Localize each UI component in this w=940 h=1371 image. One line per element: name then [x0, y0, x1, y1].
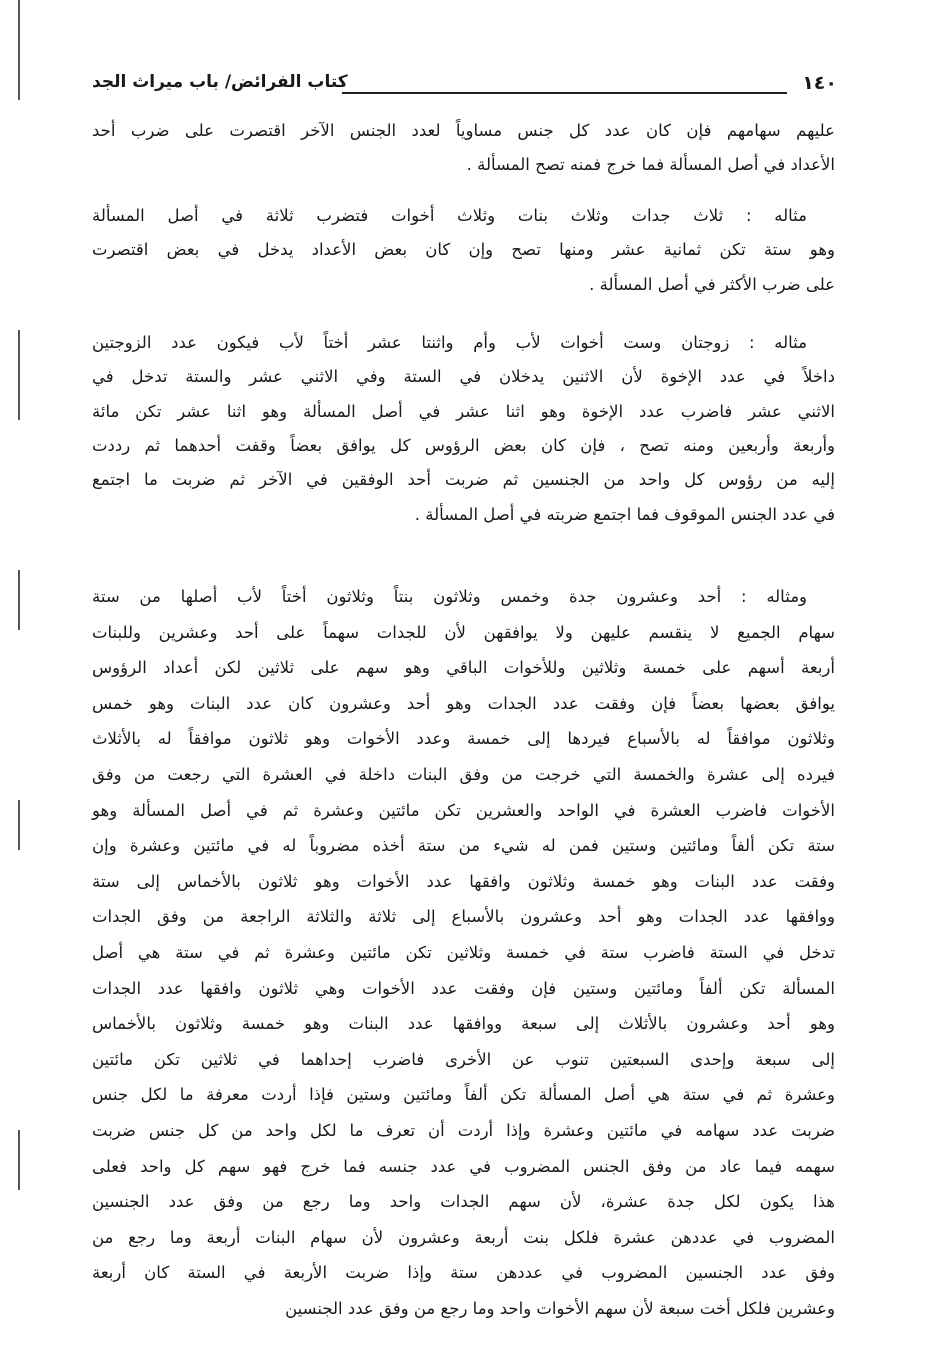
text-line: سهام الجميع لا ينقسم عليهن ولا يوافقهن لأن للجدات سهماً على أحد وعشرين وللبنات — [92, 622, 835, 642]
text-line: المضروب في عددهن عشرة فلكل بنت أربعة وعشرون لأن سهام البنات أربعة وما رجع من — [92, 1227, 835, 1247]
text-line: في عدد الجنس الموقوف فما اجتمع ضربته في أصل المسألة . — [414, 504, 835, 524]
text-line: ووافقها عدد الجدات وهو أحد وعشرون بالأسباع إلى ثلاثة والثلاثة الراجعة من وفق الجدات — [92, 907, 835, 927]
page-header — [92, 70, 837, 100]
header-rule — [342, 92, 787, 94]
text-line: تدخل في الستة فاضرب ستة في خمسة وثلاثين تكن مائتين وعشرة ثم في ستة هي أصل — [92, 943, 835, 962]
text-line: يوافق بعضها بعضاً فإن وفقت عدد الجدات وهو أحد وعشرون كان عدد البنات وهو خمس — [92, 693, 835, 713]
text-line: فيرده إلى عشرة والخمسة التي خرجت من وفق البنات داخلة في العشرة التي رجعت من وفق — [92, 765, 835, 784]
text-line: مثاله : زوجتان وست أخوات لأب وأم واثنتا عشر أختاً لأب فيكون عدد الزوجتين — [92, 333, 807, 352]
text-line: وعشرين فلكل أخت سبعة لأن سهم الأخوات واحد وما رجع من وفق عدد الجنسين — [285, 1299, 835, 1318]
page-number: ١٤٠ — [802, 72, 837, 94]
text-line: ومثاله : أحد وعشرون جدة وخمس وثلاثون بنتاً وثلاثون أختاً لأب أصلها من ستة — [92, 587, 807, 606]
scan-edge-mark — [18, 570, 20, 630]
scan-edge-mark — [18, 0, 20, 100]
text-line: سهمه فيما عاد من وفق الجنس المضروب في عدد جنسه فما خرج فهو سهم كل واحد فعلى — [92, 1156, 835, 1176]
running-title: كتاب الفرائض/ باب ميراث الجد — [92, 72, 348, 92]
text-line: المسألة تكن ألفاً ومائتين وستين فإن وفقت عدد الأخوات وهي ثلاثون وافقها عدد الجدات — [92, 978, 835, 998]
text-line: وفقت عدد البنات وهو خمسة وثلاثون وافقها عدد الأخوات وهو ثلاثون بالأخماس إلى ستة — [92, 871, 835, 891]
scan-edge-mark — [18, 800, 20, 850]
scan-edge-mark — [18, 1130, 20, 1190]
text-line: على ضرب الأكثر في أصل المسألة . — [589, 274, 835, 294]
text-line: مثاله : ثلاث جدات وثلاث بنات وثلاث أخوات فتضرب ثلاثة في أصل المسألة — [92, 206, 807, 225]
text-line: الاثني عشر فاضرب عدد الإخوة وهو اثنا عشر في أصل المسألة وهو اثنا عشر تكن مائة — [92, 401, 835, 421]
text-line: الأعداد في أصل المسألة فما خرج فمنه تصح المسألة . — [466, 155, 835, 175]
text-line: وهو ستة تكن ثمانية عشر ومنها تصح وإن كان بعض الأعداد يدخل في بعض اقتصرت — [92, 240, 835, 260]
text-line: أربعة أسهم على خمسة وثلاثين وللأخوات الباقي وهو سهم على ثلاثين لكن أعداد الرؤوس — [92, 658, 835, 678]
text-line: وعشرة ثم في ستة هي أصل المسألة تكن ألفاً ومائتين وستين فإذا أردت معرفة ما لكل جنس — [92, 1085, 835, 1105]
text-line: الأخوات فاضرب العشرة في الواحد والعشرين تكن مائتين وعشرة ثم في أصل المسألة وهو — [92, 800, 835, 820]
text-line: ستة تكن ألفاً ومائتين وستين فمن له شيء من ستة أخذه مضروباً له في مائتين وعشرة وإن — [92, 836, 835, 856]
text-line: عليهم سهامهم فإن كان عدد كل جنس مساوياً لعدد الجنس الآخر اقتصرت على ضرب أحد — [92, 121, 835, 140]
scan-edge-mark — [18, 330, 20, 420]
text-line: وهو أحد وعشرون بالأثلاث إلى سبعة ووافقها عدد البنات وهو خمسة وثلاثون بالأخماس — [92, 1014, 835, 1034]
text-line: هذا يكون لكل جدة عشرة، لأن سهم الجدات واحد وما رجع من وفق عدد الجنسين — [92, 1192, 835, 1212]
text-line: إليه من رؤوس كل واحد من الجنسين ثم ضربت أحد الوفقين في الآخر ثم ضربت ما اجتمع — [92, 470, 835, 490]
text-line: إلى سبعة وإحدى السبعتين تنوب عن الأخرى فاضرب إحداهما في ثلاثين تكن مائتين — [92, 1049, 835, 1069]
text-line: وأربعة وأربعين ومنه تصح ، فإن كان بعض الرؤوس كل يوافق بعضاً وقفت أحدهما ثم رددت — [92, 435, 835, 455]
text-line: وثلاثون موافقاً له بالأسباع فيردها إلى خمسة وعدد الأخوات وهو ثلاثون موافقاً له بالأثلاث — [92, 729, 835, 749]
text-line: وفق عدد الجنسين المضروب في عددهن ستة وإذا ضربت الأربعة في الستة كان أربعة — [92, 1263, 835, 1283]
text-line: داخلاً في عدد الإخوة لأن الاثنين يدخلان في الستة وفي الاثني عشر والستة تدخل في — [92, 367, 835, 387]
text-line: ضربت عدد سهامه في مائتين وعشرة وإذا أردت أن تعرف ما لكل واحد من كل جنس ضربت — [92, 1121, 835, 1140]
